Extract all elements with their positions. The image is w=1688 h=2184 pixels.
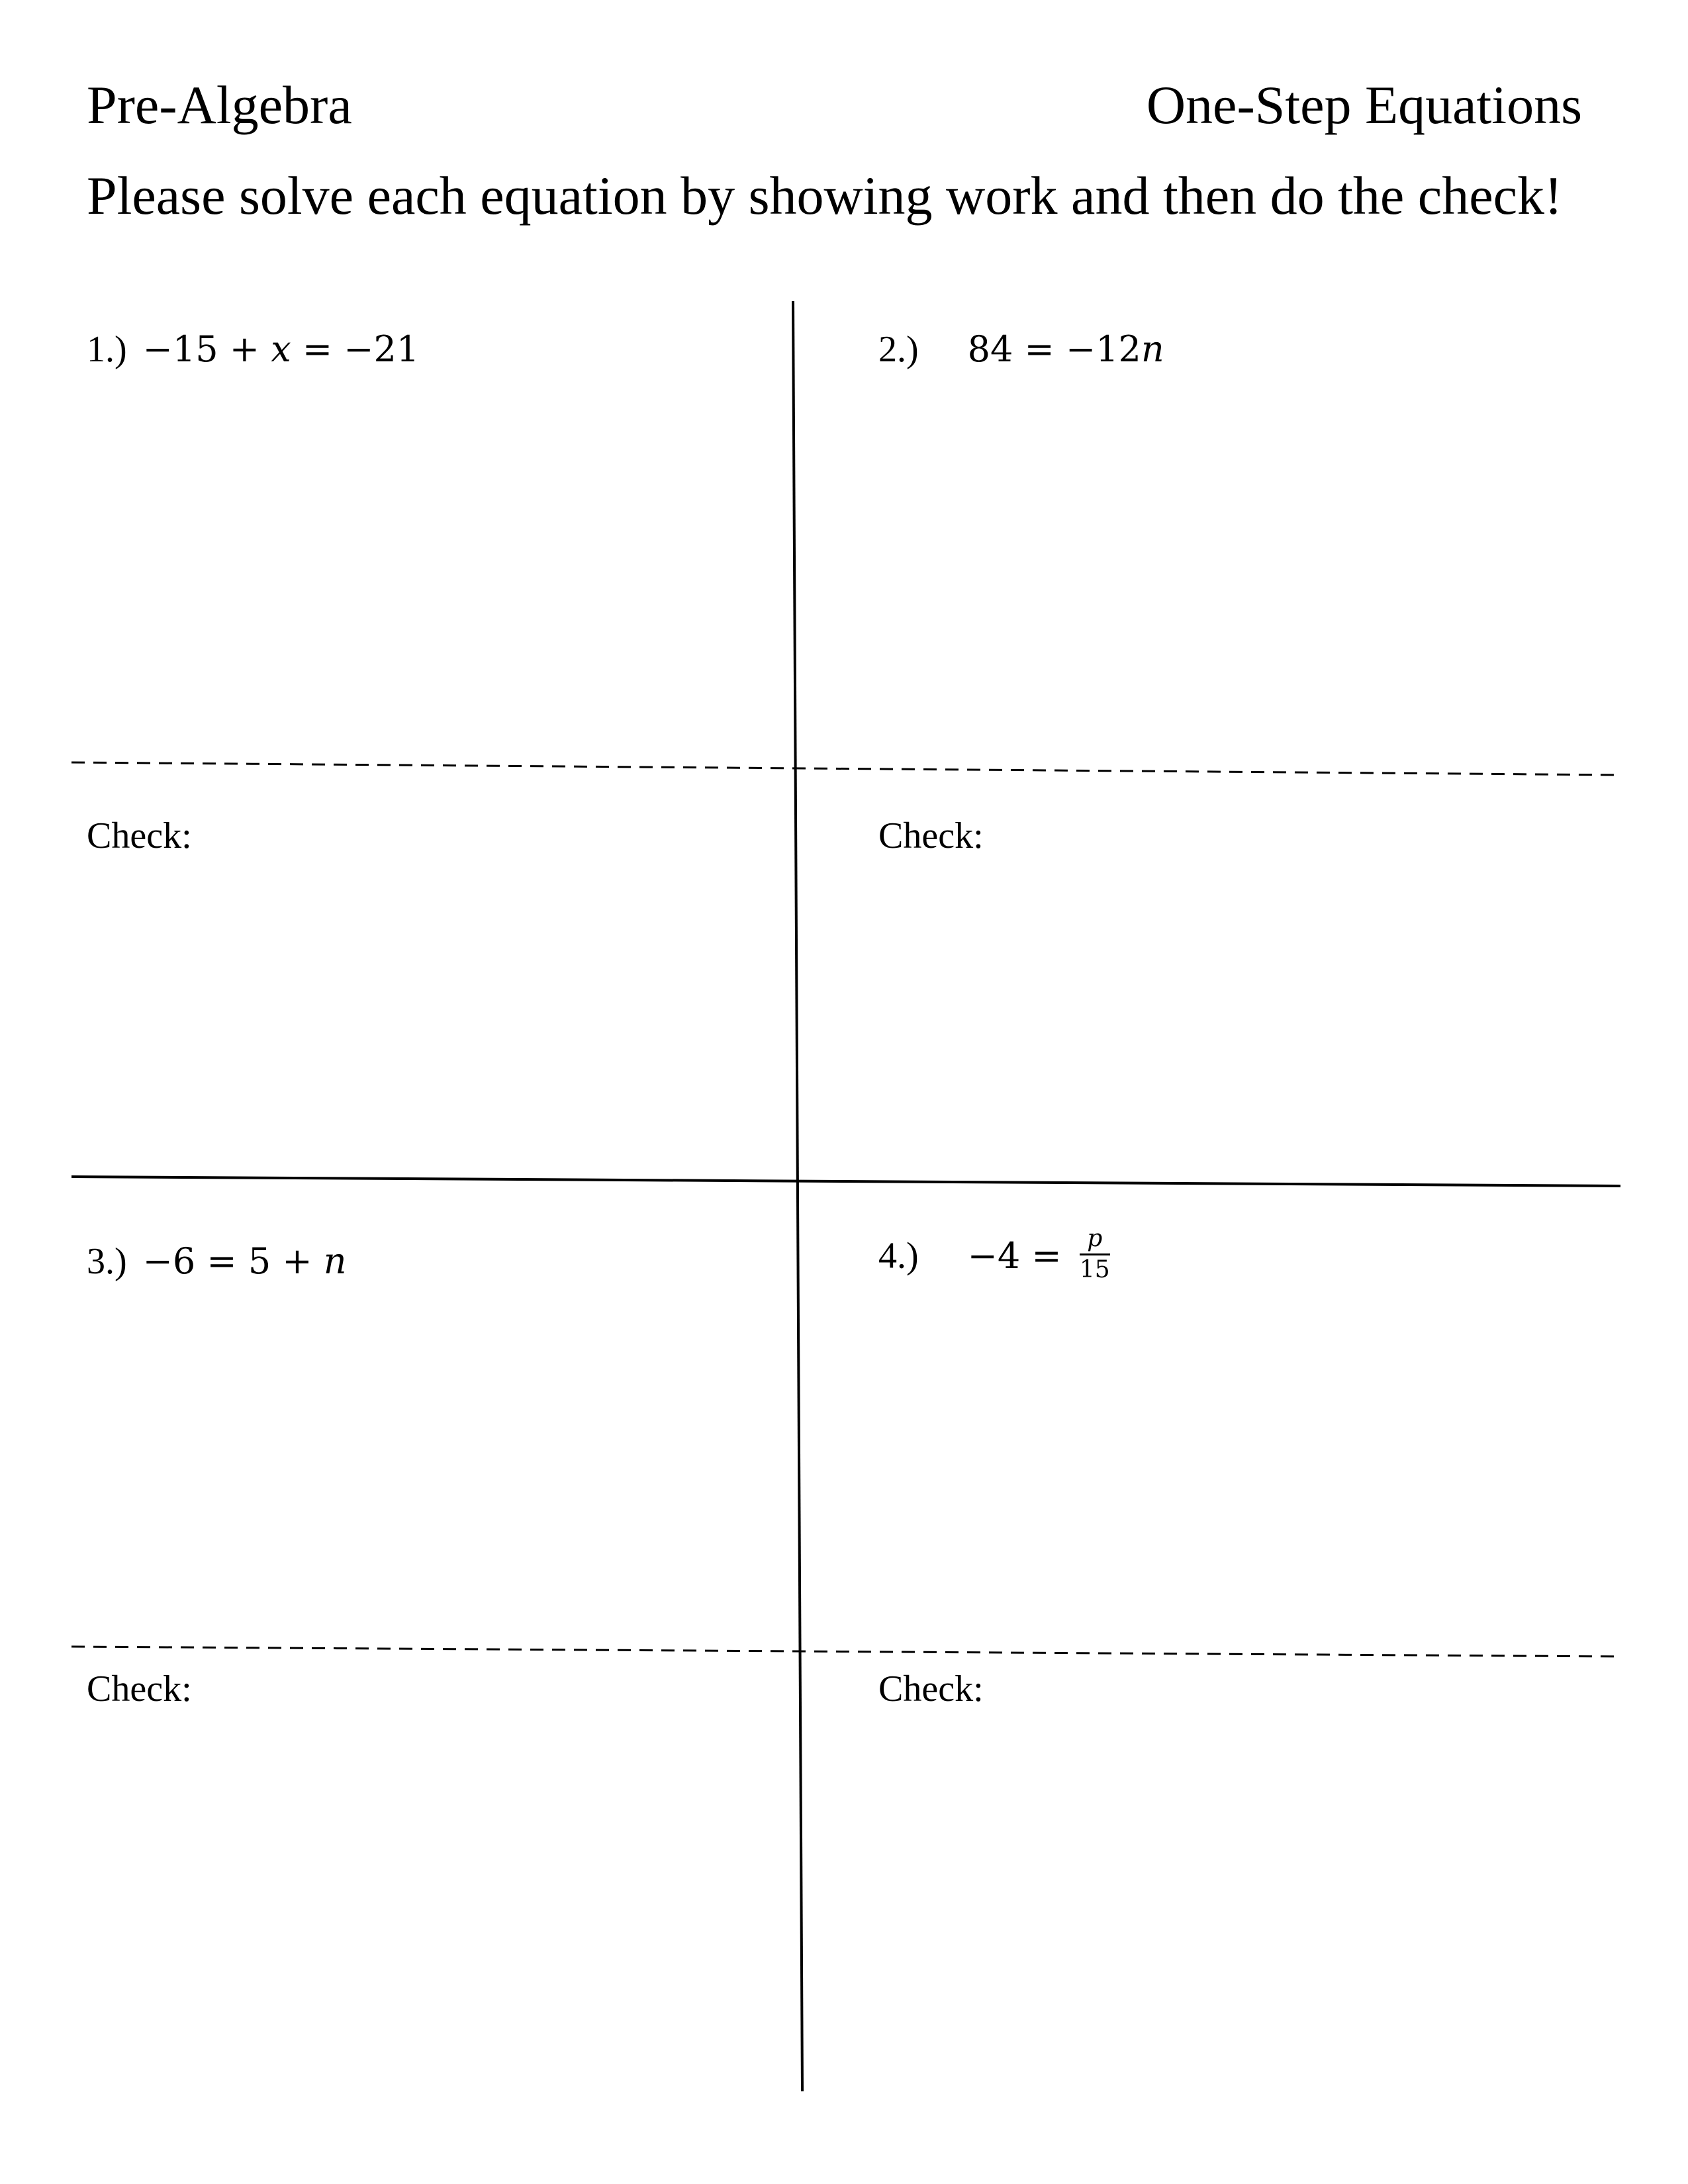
- instructions: Please solve each equation by showing work and then do the check!: [87, 165, 1563, 226]
- course-title: Pre-Algebra: [87, 75, 352, 135]
- check-label-1: Check:: [87, 815, 192, 856]
- problem-1: [87, 328, 420, 370]
- equation: 84 = −12n: [967, 328, 1164, 370]
- check-label-3: Check:: [87, 1668, 192, 1709]
- problem-number: 4.): [878, 1235, 919, 1277]
- check-label-4: Check:: [878, 1668, 984, 1709]
- problem-4: [878, 1225, 1110, 1286]
- dashed-separator-bottom: [71, 1647, 1620, 1657]
- problem-number: 3.): [87, 1241, 127, 1282]
- horizontal-divider: [71, 1177, 1620, 1186]
- problem-number: 1.): [87, 329, 127, 370]
- dashed-separator-top: [71, 762, 1620, 775]
- problem-2: [878, 328, 1164, 370]
- problem-3: [87, 1240, 347, 1282]
- problem-number: 2.): [878, 329, 919, 370]
- equation: −6 = 5 + n: [142, 1240, 347, 1282]
- equation: −15 + x = −21: [142, 328, 420, 370]
- check-label-2: Check:: [878, 815, 984, 856]
- fraction: $\frac{p}{15}$: [1079, 1225, 1110, 1283]
- worksheet-topic: One-Step Equations: [1146, 75, 1582, 135]
- vertical-divider: [793, 301, 802, 2091]
- equation: −4 = $\frac{p}{15}$: [967, 1225, 1110, 1283]
